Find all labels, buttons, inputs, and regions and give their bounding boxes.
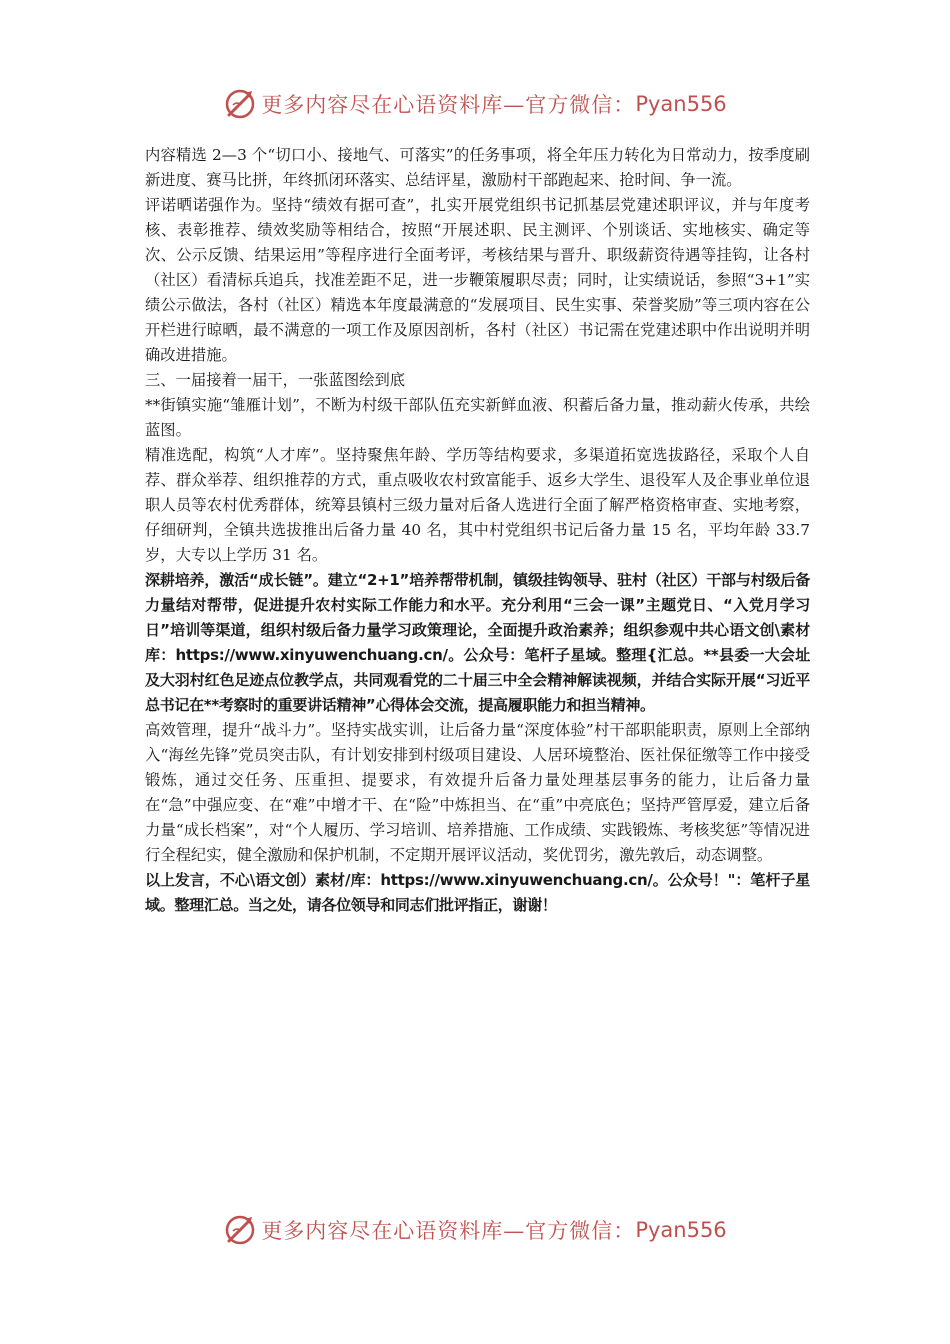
paragraph-2: 评诺晒诺强作为。坚持“绩效有据可查”，扎实开展党组织书记抓基层党建述职评议，并与年度考核、表彰推荐、绩效奖励等相结合，按照“开展述职、民主测评、个别谈话、实地核实、确定等次、公示反馈、结果运用”等程序进行全面考评，考核结果与晋升、职级薪资待遇等挂钩，让各村（社区）看清标兵追兵，找准差距不足，进一步鞭策履职尽责；同时，让实绩说话，参照“3+1”实绩公示做法，各村（社区）精选本年度最满意的“发展项目、民生实事、荣誉奖励”等三项内容在公开栏进行晾晒，最不满意的一项工作及原因剖析，各村（社区）书记需在党建述职中作出说明并明确改进措施。: [145, 196, 810, 364]
closing-paragraph-bold: 以上发言，不心\语文创）素材/库：https://www.xinyuwenchuang.cn/。公众号！"：笔杆子星域。整理汇总。当之处，请各位领导和同志们批评指正，谢谢！: [145, 871, 810, 914]
document-body: [145, 143, 810, 918]
paragraph-5: 精准选配，构筑“人才库”。坚持聚焦年龄、学历等结构要求，多渠道拓宽选拔路径，采取个人自荐、群众举荐、组织推荐的方式，重点吸收农村致富能手、返乡大学生、退役军人及企事业单位退职人员等农村优秀群体，统筹县镇村三级力量对后备人选进行全面了解严格资格审查、实地考察，仔细研判，全镇共选拔推出后备力量 40 名，其中村党组织书记后备力量 15 名，平均年龄 33.7 岁，大专以上学历 31 名。: [145, 446, 810, 564]
pen-logo-icon: [223, 1213, 257, 1247]
paragraph-4: **街镇实施“雏雁计划”，不断为村级干部队伍充实新鲜血液、积蓄后备力量，推动薪火传承，共绘蓝图。: [145, 396, 810, 439]
banner-wechat-id: Pyan556: [635, 92, 727, 116]
pen-logo-icon: [223, 87, 257, 121]
header-banner: [0, 84, 950, 124]
section-heading-3: 三、一届接着一届干，一张蓝图绘到底: [145, 371, 406, 389]
paragraph-7: 高效管理，提升“战斗力”。坚持实战实训，让后备力量“深度体验”村干部职能职责，原则上全部纳入“海丝先锋”党员突击队，有计划安排到村级项目建设、人居环境整治、医社保征缴等工作中接受锻炼，通过交任务、压重担、提要求，有效提升后备力量处理基层事务的能力，让后备力量在“急”中强应变、在“难”中增才干、在“险”中炼担当、在“重”中亮底色；坚持严管厚爱，建立后备力量“成长档案”，对“个人履历、学习培训、培养措施、工作成绩、实践锻炼、考核奖惩”等情况进行全程纪实，健全激励和保护机制，不定期开展评议活动，奖优罚劣，激先敦后，动态调整。: [145, 721, 810, 864]
banner-text: 更多内容尽在心语资料库—官方微信：: [261, 1219, 636, 1243]
footer-banner: [0, 1210, 950, 1250]
banner-text: 更多内容尽在心语资料库—官方微信：: [261, 93, 636, 117]
paragraph-1: 内容精选 2—3 个“切口小、接地气、可落实”的任务事项，将全年压力转化为日常动力，按季度刷新进度、赛马比拼，年终抓闭环落实、总结评星，激励村干部跑起来、抢时间、争一流。: [145, 146, 810, 189]
banner-wechat-id: Pyan556: [635, 1218, 727, 1242]
paragraph-6-bold: 深耕培养，激活“成长链”。建立“2+1”培养帮带机制，镇级挂钩领导、驻村（社区）干部与村级后备力量结对帮带，促进提升农村实际工作能力和水平。充分利用“三会一课”主题党日、“入党月学习日”培训等渠道，组织村级后备力量学习政策理论，全面提升政治素养；组织参观中共心语文创\素材库：https://www.xinyuwenchuang.cn/。公众号：笔杆子星域。整理{汇总。**县委一大会址及大羽村红色足迹点位教学点，共同观看党的二十届三中全会精神解读视频，并结合实际开展“习近平总书记在**考察时的重要讲话精神”心得体会交流，提高履职能力和担当精神。: [145, 571, 810, 714]
